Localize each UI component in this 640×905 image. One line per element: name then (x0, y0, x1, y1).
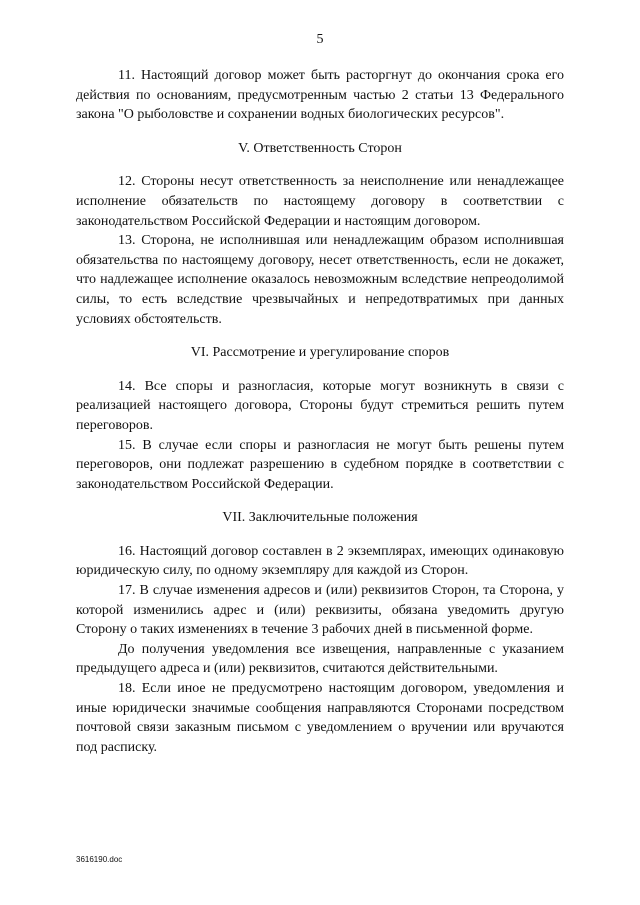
clause-15: 15. В случае если споры и разногласия не могут быть решены путем переговоров, они подлежат разрешению в судебном порядке в соответствии с законодательством Российской Федерации. (76, 437, 564, 492)
section-heading-v: V. Ответственность Сторон (238, 140, 402, 156)
page-number: 5 (316, 32, 324, 47)
clause-16: 16. Настоящий договор составлен в 2 экземплярах, имеющих одинаковую юридическую силу, по одному экземпляру для каждой из Сторон. (76, 543, 564, 579)
clause-18: 18. Если иное не предусмотрено настоящим договором, уведомления и иные юридически значимые сообщения направляются Сторонами посредством почтовой связи заказным письмом с уведомлением о вручении или вручаются под расписку. (76, 681, 564, 755)
file-name-footer: 3616190.doc (76, 855, 123, 864)
clause-14: 14. Все споры и разногласия, которые могут возникнуть в связи с реализацией настоящего договора, Стороны будут стремиться решить путем переговоров. (76, 378, 564, 433)
clause-17: 17. В случае изменения адресов и (или) реквизитов Сторон, та Сторона, у которой изменились адрес и (или) реквизиты, обязана уведомить другую Сторону о таких изменениях в течение 3 рабочих дней в письменной форме. (76, 583, 564, 638)
clause-11: 11. Настоящий договор может быть расторгнут до окончания срока его действия по основаниям, предусмотренным частью 2 статьи 13 Федерального закона "О рыболовстве и сохранении водных биологических ресурсов". (76, 68, 564, 123)
clause-17-note: До получения уведомления все извещения, направленные с указанием предыдущего адреса и (или) реквизитов, считаются действительными. (76, 641, 564, 677)
section-heading-vii: VII. Заключительные положения (222, 510, 418, 526)
clause-12: 12. Стороны несут ответственность за неисполнение или ненадлежащее исполнение обязательств по настоящему договору в соответствии с законодательством Российской Федерации и настоящим договором. (76, 174, 564, 229)
section-heading-vi: VI. Рассмотрение и урегулирование споров (190, 345, 450, 361)
document-body (76, 66, 564, 757)
clause-13: 13. Сторона, не исполнившая или ненадлежащим образом исполнившая обязательства по настоящему договору, несет ответственность, если не докажет, что надлежащее исполнение оказалось невозможным вследствие непреодолимой силы, то есть вследствие чрезвычайных и непредотвратимых при данных условиях обстоятельств. (76, 233, 564, 327)
